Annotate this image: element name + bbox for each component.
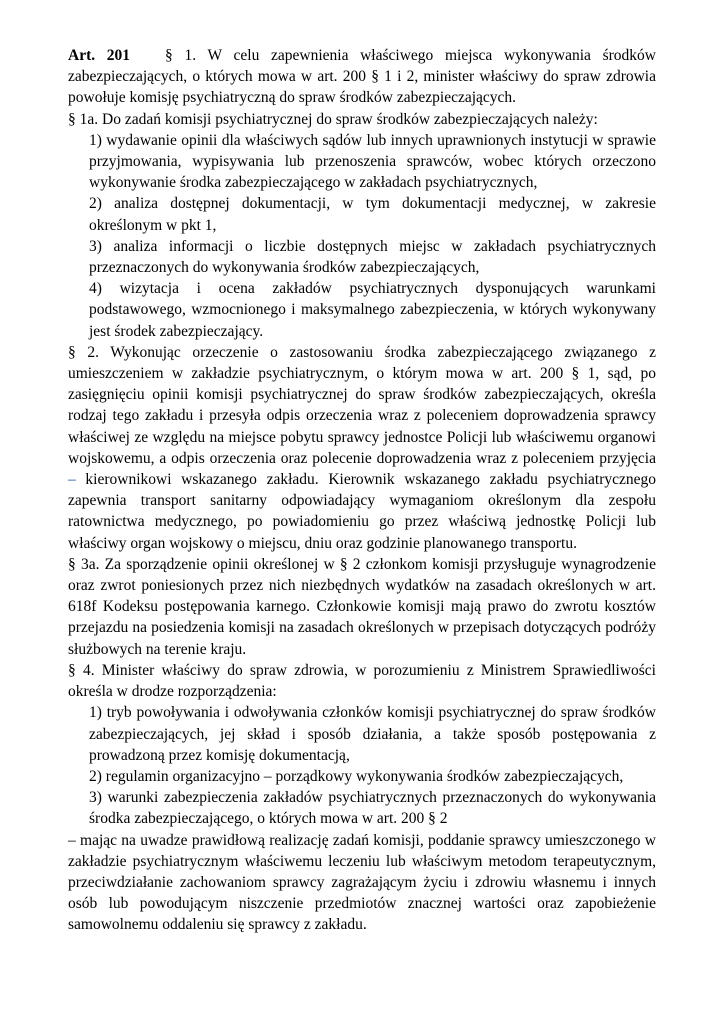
paragraph-4-item: 2) regulamin organizacyjno – porządkowy wykonywania środków zabezpieczających, — [89, 767, 624, 785]
paragraph-2-text-start: § 2. Wykonując orzeczenie o zastosowaniu środka zabezpieczającego związanego z umieszczeniem w zakładzie psychiatrycznym, o którym mowa w art. 200 § 1, sąd, po zasięgnięciu opinii komisji psychiatrycznej do spraw środków zabezpieczających, określa rodzaj tego zakładu i przesyła odpis orzeczenia wraz z poleceniem doprowadzenia sprawcy właściwej ze względu na miejsce pobytu sprawcy jednostce Policji lub właściwemu organowi wojskowemu, a odpis orzeczenia oraz polecenie doprowadzenia wraz z poleceniem przyjęcia — [68, 343, 656, 467]
paragraph-3a: § 3a. Za sporządzenie opinii określonej w § 2 członkom komisji przysługuje wynagrodzenie oraz zwrot poniesionych przez nich niezbędnych wydatków na zasadach określonych w art. 618f Kodeksu postępowania karnego. Członkowie komisji mają prawo do zwrotu kosztów przejazdu na posiedzenia komisji na zasadach określonych w przepisach dotyczących podróży służbowych na terenie kraju. — [68, 555, 656, 658]
paragraph-2 — [68, 342, 656, 554]
paragraph-1a-intro: § 1a. Do zadań komisji psychiatrycznej do spraw środków zabezpieczających należy: — [68, 110, 598, 128]
paragraph-1-text: § 1. W celu zapewnienia właściwego miejsca wykonywania środków zabezpieczających, o których mowa w art. 200 § 1 i 2, minister właściwy do spraw zdrowia powołuje komisję psychiatryczną do spraw środków zabezpieczających. — [68, 47, 656, 107]
paragraph-4-intro: § 4. Minister właściwy do spraw zdrowia, w porozumieniu z Ministrem Sprawiedliwości określa w drodze rozporządzenia: — [68, 661, 656, 701]
paragraph-1a-item: 3) analiza informacji o liczbie dostępnych miejsc w zakładach psychiatrycznych przeznaczonych do wykonywania środków zabezpieczających, — [89, 237, 656, 277]
paragraph-2-text-end: kierownikowi wskazanego zakładu. Kierownik wskazanego zakładu psychiatrycznego zapewnia transport sanitarny odpowiadający wymaganiom określonym dla zespołu ratownictwa medycznego, po powiadomieniu go przez właściwą jednostkę Policji lub właściwy organ wojskowy o miejscu, dniu oraz godzinie planowanego transportu. — [68, 471, 656, 552]
paragraph-1a-item: 2) analiza dostępnej dokumentacji, w tym dokumentacji medycznej, w zakresie określonym w pkt 1, — [89, 195, 656, 234]
article-label: Art. 201 — [68, 47, 131, 64]
paragraph-4-item: 3) warunki zabezpieczenia zakładów psychiatrycznych przeznaczonych do wykonywania środka zabezpieczającego, o których mowa w art. 200 § 2 — [89, 789, 656, 828]
article-paragraph-1 — [68, 45, 656, 109]
paragraph-1a-item: 4) wizytacja i ocena zakładów psychiatrycznych dysponujących warunkami podstawowego, wzmocnionego i maksymalnego zabezpieczenia, w których wykonywany jest środek zabezpieczający. — [89, 280, 656, 340]
paragraph-1a-item: 1) wydawanie opinii dla właściwych sądów lub innych uprawnionych instytucji w sprawie przyjmowania, wypisywania lub przenoszenia sprawców, wobec których orzeczono wykonywanie środka zabezpieczającego w zakładach psychiatrycznych, — [89, 131, 656, 192]
document-page — [68, 45, 656, 936]
paragraph-4-item: 1) tryb powoływania i odwoływania członków komisji psychiatrycznej do spraw środków zabezpieczających, jej skład i sposób działania, a także sposób postępowania z prowadzoną przez komisję dokumentacją, — [89, 704, 656, 764]
paragraph-2-dash: – — [68, 471, 76, 489]
paragraph-4-closing: – mając na uwadze prawidłową realizację zadań komisji, poddanie sprawcy umieszczonego w zakładzie psychiatrycznym właściwemu leczeniu lub właściwym metodom terapeutycznym, przeciwdziałanie zachowaniom sprawcy zagrażającym życiu i zdrowiu własnemu i innych osób lub powodującym niszczenie przedmiotów znacznej wartości oraz zapobieżenie samowolnemu oddaleniu się sprawcy z zakładu. — [68, 831, 656, 934]
